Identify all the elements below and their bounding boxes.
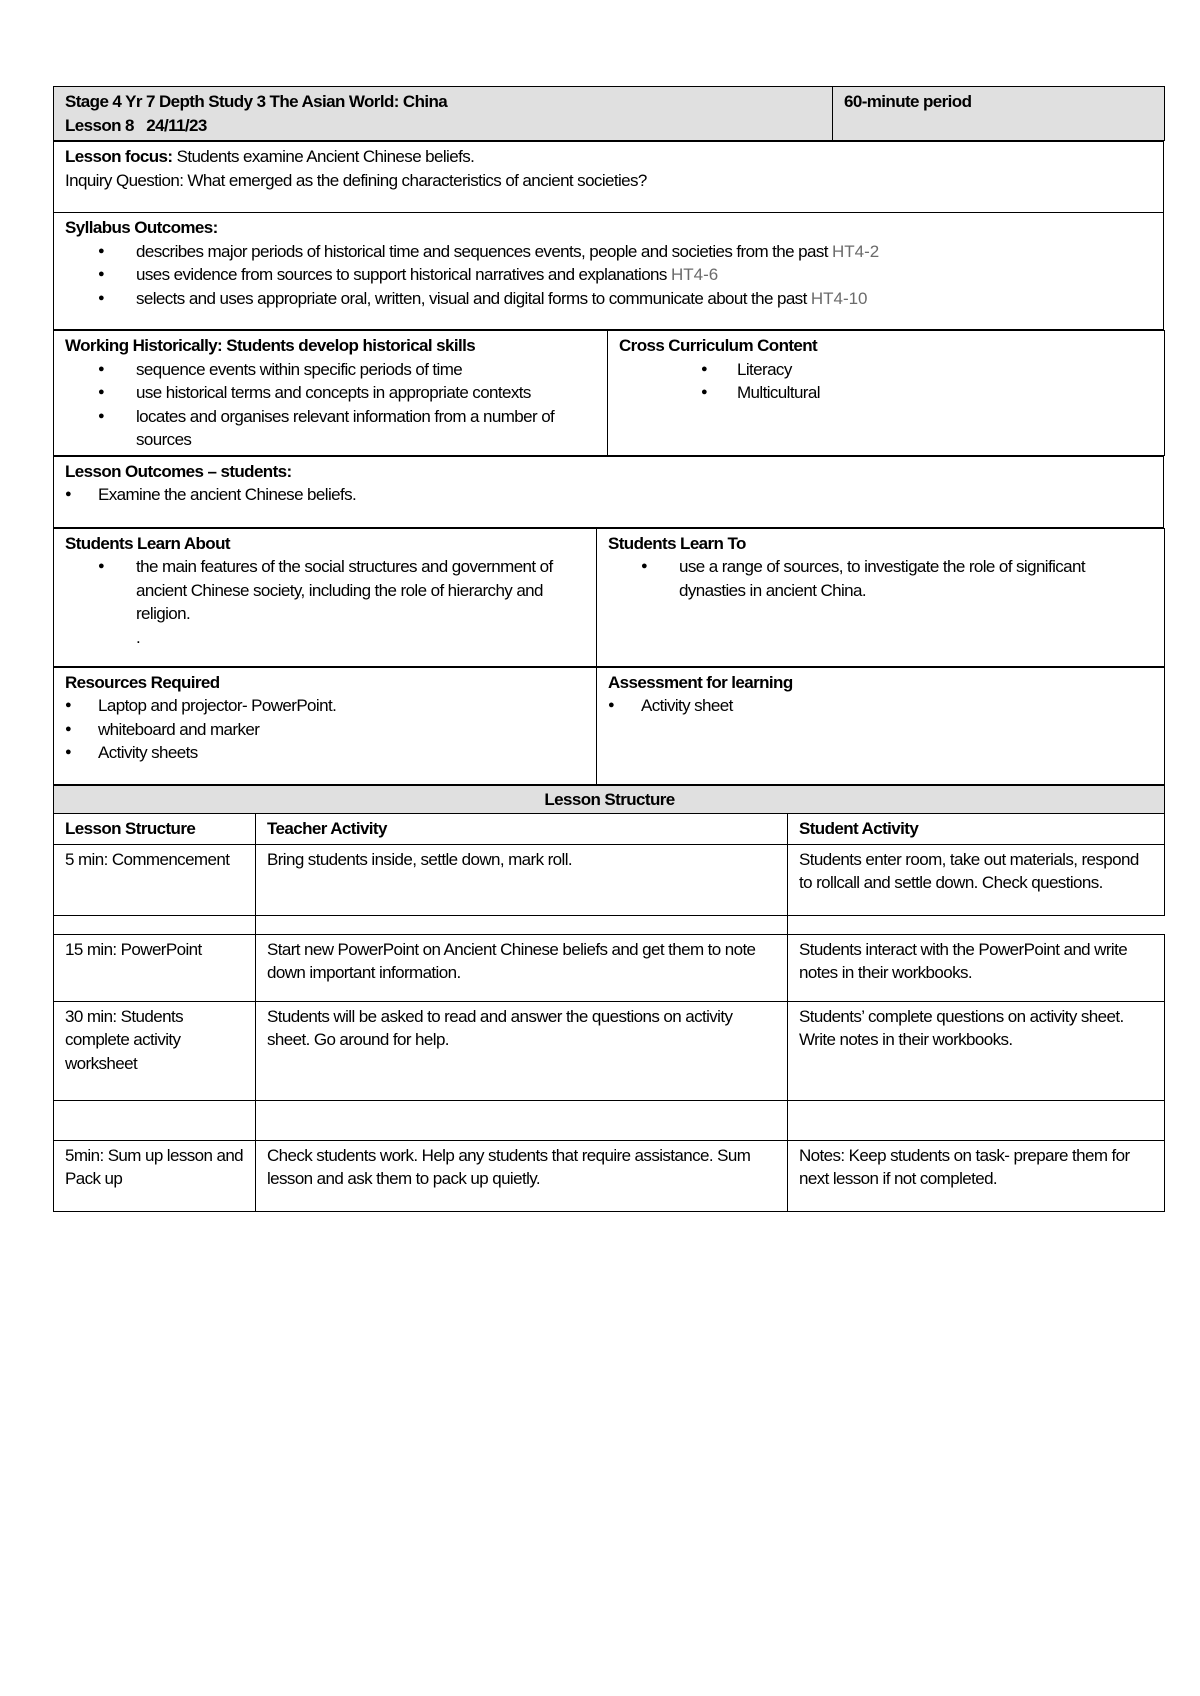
table-row — [54, 1001, 1165, 1100]
period-label: 60-minute period — [844, 92, 972, 111]
lesson-plan — [53, 86, 1164, 1212]
time-cell: 5 min: Commencement — [54, 844, 256, 915]
spacer-row — [54, 1100, 1165, 1140]
working-historically-list — [65, 358, 597, 452]
lesson-outcomes-list — [65, 483, 1153, 507]
outcome-code: HT4-2 — [831, 241, 880, 261]
lesson-focus — [65, 145, 1153, 169]
lesson-outcomes-label: Lesson Outcomes – students: — [65, 461, 292, 481]
learn-to-item: ● use a range of sources, to investigate the role of significant dynasties in ancient China. — [608, 555, 1154, 602]
cross-curriculum-list — [619, 358, 1154, 405]
cross-curriculum-item: ● Multicultural — [665, 381, 1154, 405]
lesson-title-cell — [54, 87, 833, 141]
table-row — [54, 934, 1165, 1001]
cross-curriculum-label: Cross Curriculum Content — [619, 336, 818, 355]
lesson-focus-text: Students examine Ancient Chinese beliefs. — [172, 147, 475, 166]
lesson-date: 24/11/23 — [146, 115, 207, 135]
inquiry-question: Inquiry Question: What emerged as the defining characteristics of ancient societies? — [65, 170, 647, 190]
resource-item: ● whiteboard and marker — [65, 718, 586, 742]
cross-curriculum-cell — [608, 331, 1165, 456]
lesson-title: Stage 4 Yr 7 Depth Study 3 The Asian World: China — [65, 92, 448, 111]
time-cell: 15 min: PowerPoint — [54, 934, 256, 1001]
learn-to-label: Students Learn To — [608, 533, 746, 553]
lesson-outcomes-cell — [54, 456, 1164, 527]
outcome-item: ● Examine the ancient Chinese beliefs. — [65, 483, 1153, 507]
table-row — [54, 1140, 1165, 1211]
outcomes-table — [53, 456, 1164, 528]
learn-about-cell — [54, 528, 597, 666]
cross-curriculum-item: ● Literacy — [665, 358, 1154, 382]
syllabus-list — [65, 240, 1153, 311]
learn-table — [53, 528, 1165, 667]
assessment-item: ● Activity sheet — [608, 694, 1154, 718]
skill-item: ● sequence events within specific periods of time — [65, 358, 597, 382]
skill-item: ● locates and organises relevant information from a number of sources — [65, 405, 597, 452]
resource-item: ● Laptop and projector- PowerPoint. — [65, 694, 586, 718]
assessment-cell — [597, 667, 1165, 784]
header-table — [53, 86, 1165, 141]
focus-cell — [54, 142, 1164, 213]
lesson-focus-label: Lesson focus: — [65, 147, 173, 166]
teacher-activity-cell: Start new PowerPoint on Ancient Chinese beliefs and get them to note down important information. — [256, 934, 788, 1001]
learn-about-item: ● the main features of the social structures and government of ancient Chinese society, including the role of hierarchy and religion. — [65, 555, 586, 626]
assessment-list — [608, 694, 1154, 718]
focus-table — [53, 141, 1164, 330]
learn-to-cell — [597, 528, 1165, 666]
resources-label: Resources Required — [65, 672, 220, 692]
resource-item: ● Activity sheets — [65, 741, 586, 765]
learn-about-list — [65, 555, 586, 626]
teacher-activity-cell: Bring students inside, settle down, mark roll. — [256, 844, 788, 915]
syllabus-item: ● uses evidence from sources to support historical narratives and explanations HT4-6 — [65, 263, 1153, 287]
time-cell: 30 min: Students complete activity worksheet — [54, 1001, 256, 1100]
student-activity-cell: Students interact with the PowerPoint and write notes in their workbooks. — [788, 934, 1165, 1001]
teacher-activity-cell: Students will be asked to read and answer the questions on activity sheet. Go around for help. — [256, 1001, 788, 1100]
student-activity-cell: Students’ complete questions on activity sheet. Write notes in their workbooks. — [788, 1001, 1165, 1100]
lesson-number: Lesson 8 — [65, 115, 134, 135]
table-row — [54, 844, 1165, 915]
lesson-number-date — [65, 114, 822, 138]
column-header: Student Activity — [788, 814, 1165, 845]
outcome-code: HT4-6 — [670, 265, 719, 284]
column-header: Teacher Activity — [256, 814, 788, 845]
period-cell — [833, 87, 1165, 141]
syllabus-item: ● selects and uses appropriate oral, written, visual and digital forms to communicate about the past HT4-10 — [65, 287, 1153, 311]
learn-about-label: Students Learn About — [65, 533, 230, 553]
spacer-row — [54, 915, 1165, 934]
outcome-code: HT4-10 — [810, 288, 868, 308]
lesson-structure-title: Lesson Structure — [54, 785, 1165, 814]
teacher-activity-cell: Check students work. Help any students that require assistance. Sum lesson and ask them to pack up quietly. — [256, 1140, 788, 1211]
syllabus-item: ● describes major periods of historical time and sequences events, people and societies from the past HT4-2 — [65, 240, 1153, 264]
lesson-structure-table — [53, 785, 1165, 1212]
learn-to-list — [608, 555, 1154, 602]
skill-item: ● use historical terms and concepts in appropriate contexts — [65, 381, 597, 405]
resources-list — [65, 694, 586, 765]
skills-table — [53, 330, 1165, 456]
learn-about-trailing: . — [136, 627, 141, 647]
student-activity-cell: Notes: Keep students on task- prepare them for next lesson if not completed. — [788, 1140, 1165, 1211]
column-header: Lesson Structure — [54, 814, 256, 845]
working-historically-label: Working Historically: Students develop historical skills — [65, 336, 476, 355]
time-cell: 5min: Sum up lesson and Pack up — [54, 1140, 256, 1211]
resources-cell — [54, 667, 597, 784]
student-activity-cell: Students enter room, take out materials, respond to rollcall and settle down. Check questions. — [788, 844, 1165, 915]
assessment-label: Assessment for learning — [608, 672, 793, 692]
syllabus-label: Syllabus Outcomes: — [65, 218, 218, 237]
syllabus-cell — [54, 213, 1164, 330]
resources-table — [53, 667, 1165, 785]
working-historically-cell — [54, 331, 608, 456]
